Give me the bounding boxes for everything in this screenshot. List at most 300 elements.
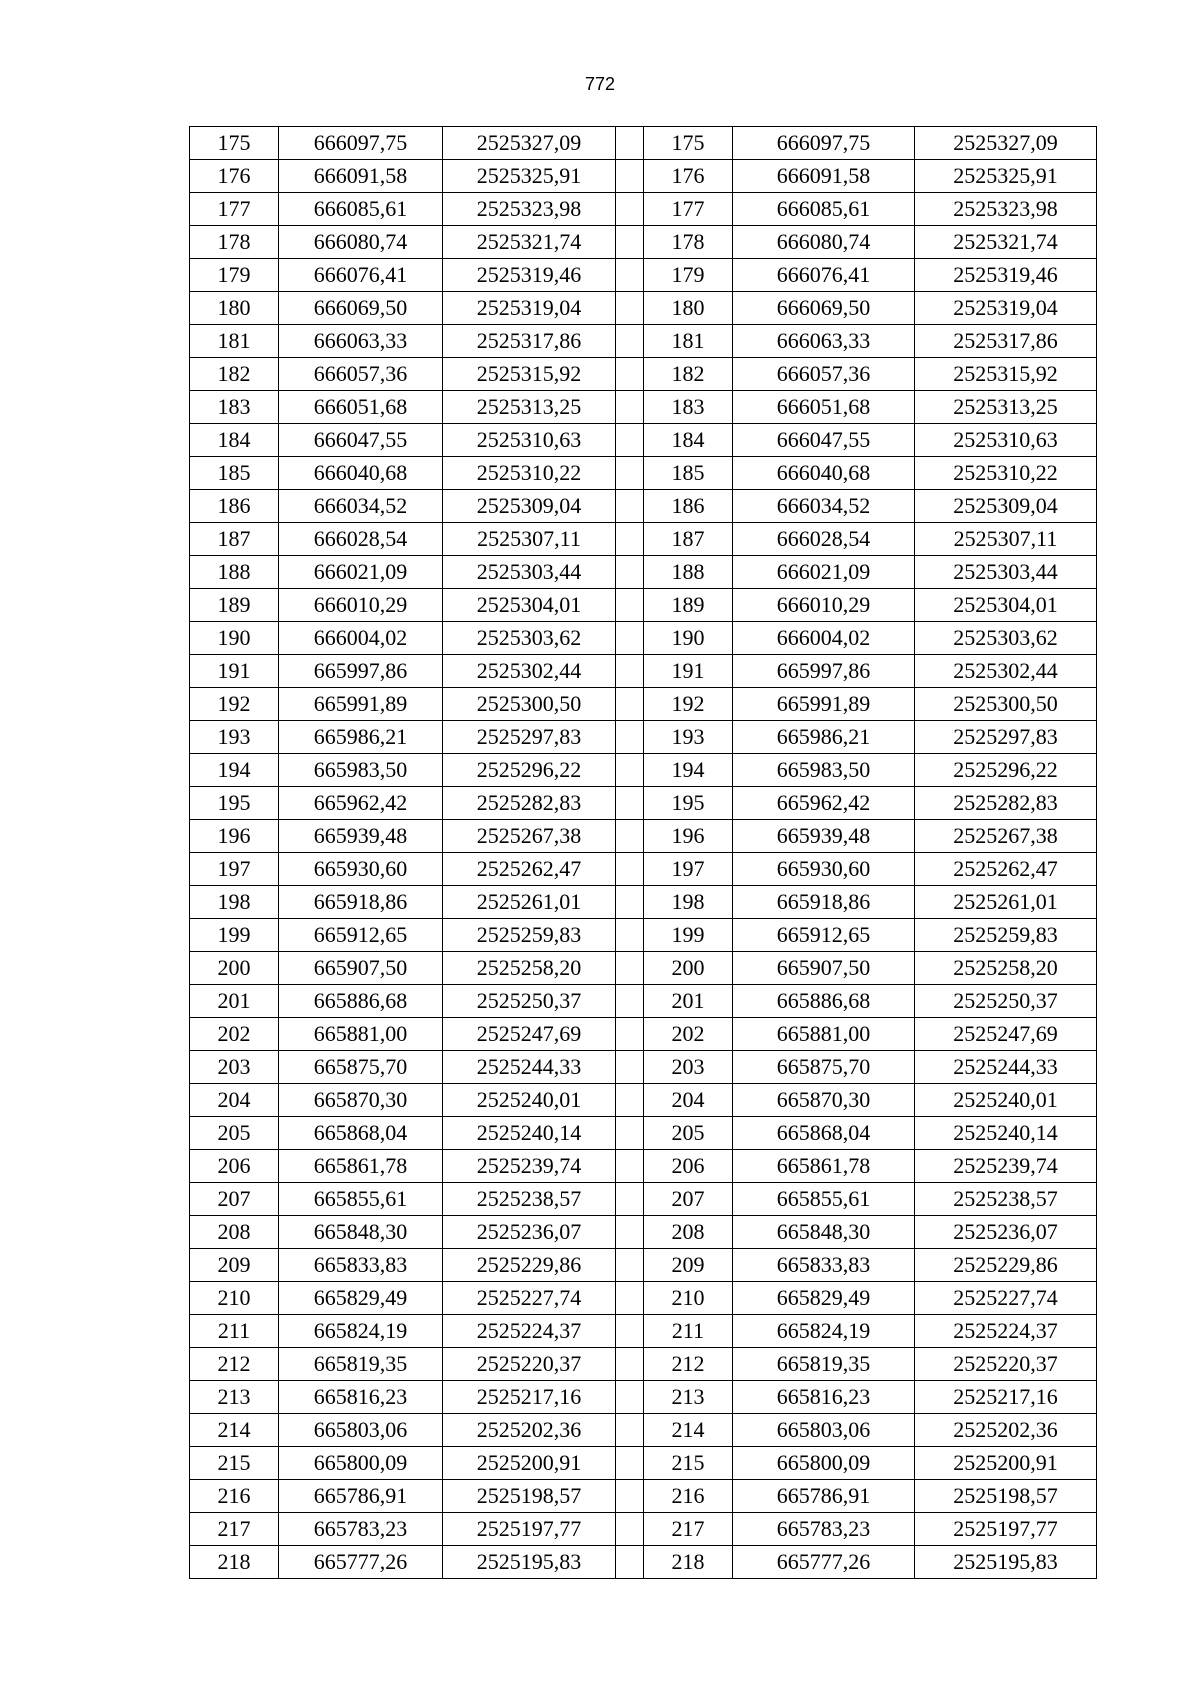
point-number-cell: 190 bbox=[190, 622, 279, 655]
point-number-cell: 211 bbox=[190, 1315, 279, 1348]
point-number-cell-duplicate: 188 bbox=[644, 556, 733, 589]
x-coordinate-cell: 665986,21 bbox=[279, 721, 443, 754]
x-coordinate-cell: 666047,55 bbox=[279, 424, 443, 457]
y-coordinate-cell-duplicate: 2525300,50 bbox=[915, 688, 1097, 721]
point-number-cell-duplicate: 203 bbox=[644, 1051, 733, 1084]
point-number-cell-duplicate: 206 bbox=[644, 1150, 733, 1183]
y-coordinate-cell-duplicate: 2525229,86 bbox=[915, 1249, 1097, 1282]
x-coordinate-cell: 666063,33 bbox=[279, 325, 443, 358]
point-number-cell: 205 bbox=[190, 1117, 279, 1150]
point-number-cell: 209 bbox=[190, 1249, 279, 1282]
y-coordinate-cell-duplicate: 2525307,11 bbox=[915, 523, 1097, 556]
point-number-cell-duplicate: 218 bbox=[644, 1546, 733, 1579]
empty-separator-cell bbox=[616, 754, 644, 787]
point-number-cell-duplicate: 211 bbox=[644, 1315, 733, 1348]
point-number-cell-duplicate: 213 bbox=[644, 1381, 733, 1414]
y-coordinate-cell: 2525261,01 bbox=[443, 886, 616, 919]
empty-separator-cell bbox=[616, 490, 644, 523]
point-number-cell-duplicate: 187 bbox=[644, 523, 733, 556]
y-coordinate-cell-duplicate: 2525240,01 bbox=[915, 1084, 1097, 1117]
empty-separator-cell bbox=[616, 1282, 644, 1315]
point-number-cell-duplicate: 186 bbox=[644, 490, 733, 523]
y-coordinate-cell-duplicate: 2525250,37 bbox=[915, 985, 1097, 1018]
y-coordinate-cell: 2525244,33 bbox=[443, 1051, 616, 1084]
point-number-cell: 215 bbox=[190, 1447, 279, 1480]
x-coordinate-cell-duplicate: 666040,68 bbox=[733, 457, 915, 490]
y-coordinate-cell-duplicate: 2525258,20 bbox=[915, 952, 1097, 985]
point-number-cell: 187 bbox=[190, 523, 279, 556]
point-number-cell-duplicate: 205 bbox=[644, 1117, 733, 1150]
table-row bbox=[190, 391, 1097, 424]
y-coordinate-cell: 2525267,38 bbox=[443, 820, 616, 853]
point-number-cell-duplicate: 189 bbox=[644, 589, 733, 622]
table-row bbox=[190, 226, 1097, 259]
x-coordinate-cell-duplicate: 665991,89 bbox=[733, 688, 915, 721]
y-coordinate-cell: 2525240,14 bbox=[443, 1117, 616, 1150]
x-coordinate-cell: 666091,58 bbox=[279, 160, 443, 193]
table-row bbox=[190, 820, 1097, 853]
y-coordinate-cell: 2525197,77 bbox=[443, 1513, 616, 1546]
y-coordinate-cell-duplicate: 2525262,47 bbox=[915, 853, 1097, 886]
point-number-cell: 178 bbox=[190, 226, 279, 259]
x-coordinate-cell: 666010,29 bbox=[279, 589, 443, 622]
x-coordinate-cell-duplicate: 665816,23 bbox=[733, 1381, 915, 1414]
point-number-cell: 217 bbox=[190, 1513, 279, 1546]
empty-separator-cell bbox=[616, 655, 644, 688]
empty-separator-cell bbox=[616, 919, 644, 952]
x-coordinate-cell: 665939,48 bbox=[279, 820, 443, 853]
table-row bbox=[190, 985, 1097, 1018]
point-number-cell: 197 bbox=[190, 853, 279, 886]
x-coordinate-cell-duplicate: 665824,19 bbox=[733, 1315, 915, 1348]
x-coordinate-cell-duplicate: 666051,68 bbox=[733, 391, 915, 424]
empty-separator-cell bbox=[616, 952, 644, 985]
point-number-cell-duplicate: 192 bbox=[644, 688, 733, 721]
x-coordinate-cell-duplicate: 665803,06 bbox=[733, 1414, 915, 1447]
x-coordinate-cell-duplicate: 666069,50 bbox=[733, 292, 915, 325]
empty-separator-cell bbox=[616, 589, 644, 622]
point-number-cell-duplicate: 182 bbox=[644, 358, 733, 391]
y-coordinate-cell: 2525200,91 bbox=[443, 1447, 616, 1480]
point-number-cell-duplicate: 207 bbox=[644, 1183, 733, 1216]
x-coordinate-cell-duplicate: 665855,61 bbox=[733, 1183, 915, 1216]
point-number-cell: 175 bbox=[190, 127, 279, 160]
point-number-cell-duplicate: 181 bbox=[644, 325, 733, 358]
y-coordinate-cell: 2525325,91 bbox=[443, 160, 616, 193]
y-coordinate-cell-duplicate: 2525310,22 bbox=[915, 457, 1097, 490]
y-coordinate-cell: 2525227,74 bbox=[443, 1282, 616, 1315]
point-number-cell: 216 bbox=[190, 1480, 279, 1513]
point-number-cell-duplicate: 197 bbox=[644, 853, 733, 886]
y-coordinate-cell-duplicate: 2525220,37 bbox=[915, 1348, 1097, 1381]
y-coordinate-cell-duplicate: 2525267,38 bbox=[915, 820, 1097, 853]
y-coordinate-cell: 2525317,86 bbox=[443, 325, 616, 358]
y-coordinate-cell: 2525310,22 bbox=[443, 457, 616, 490]
y-coordinate-cell: 2525319,46 bbox=[443, 259, 616, 292]
table-row bbox=[190, 193, 1097, 226]
point-number-cell: 212 bbox=[190, 1348, 279, 1381]
x-coordinate-cell: 666097,75 bbox=[279, 127, 443, 160]
y-coordinate-cell-duplicate: 2525309,04 bbox=[915, 490, 1097, 523]
y-coordinate-cell-duplicate: 2525313,25 bbox=[915, 391, 1097, 424]
x-coordinate-cell: 665786,91 bbox=[279, 1480, 443, 1513]
y-coordinate-cell-duplicate: 2525259,83 bbox=[915, 919, 1097, 952]
point-number-cell: 177 bbox=[190, 193, 279, 226]
x-coordinate-cell-duplicate: 665786,91 bbox=[733, 1480, 915, 1513]
table-row bbox=[190, 589, 1097, 622]
point-number-cell-duplicate: 215 bbox=[644, 1447, 733, 1480]
x-coordinate-cell: 666021,09 bbox=[279, 556, 443, 589]
x-coordinate-cell-duplicate: 665918,86 bbox=[733, 886, 915, 919]
x-coordinate-cell: 665777,26 bbox=[279, 1546, 443, 1579]
point-number-cell-duplicate: 185 bbox=[644, 457, 733, 490]
x-coordinate-cell: 665918,86 bbox=[279, 886, 443, 919]
empty-separator-cell bbox=[616, 1051, 644, 1084]
y-coordinate-cell: 2525302,44 bbox=[443, 655, 616, 688]
empty-separator-cell bbox=[616, 556, 644, 589]
y-coordinate-cell-duplicate: 2525325,91 bbox=[915, 160, 1097, 193]
y-coordinate-cell-duplicate: 2525310,63 bbox=[915, 424, 1097, 457]
y-coordinate-cell: 2525319,04 bbox=[443, 292, 616, 325]
table-row bbox=[190, 787, 1097, 820]
table-row bbox=[190, 1216, 1097, 1249]
empty-separator-cell bbox=[616, 1447, 644, 1480]
empty-separator-cell bbox=[616, 886, 644, 919]
x-coordinate-cell: 665855,61 bbox=[279, 1183, 443, 1216]
empty-separator-cell bbox=[616, 1216, 644, 1249]
table-row bbox=[190, 952, 1097, 985]
y-coordinate-cell-duplicate: 2525261,01 bbox=[915, 886, 1097, 919]
empty-separator-cell bbox=[616, 1183, 644, 1216]
empty-separator-cell bbox=[616, 1513, 644, 1546]
empty-separator-cell bbox=[616, 226, 644, 259]
empty-separator-cell bbox=[616, 1117, 644, 1150]
point-number-cell: 192 bbox=[190, 688, 279, 721]
table-row bbox=[190, 160, 1097, 193]
x-coordinate-cell: 665907,50 bbox=[279, 952, 443, 985]
x-coordinate-cell: 665962,42 bbox=[279, 787, 443, 820]
table-row bbox=[190, 655, 1097, 688]
point-number-cell: 181 bbox=[190, 325, 279, 358]
x-coordinate-cell: 665886,68 bbox=[279, 985, 443, 1018]
empty-separator-cell bbox=[616, 325, 644, 358]
x-coordinate-cell-duplicate: 666063,33 bbox=[733, 325, 915, 358]
y-coordinate-cell: 2525198,57 bbox=[443, 1480, 616, 1513]
point-number-cell: 198 bbox=[190, 886, 279, 919]
x-coordinate-cell-duplicate: 666091,58 bbox=[733, 160, 915, 193]
y-coordinate-cell-duplicate: 2525202,36 bbox=[915, 1414, 1097, 1447]
y-coordinate-cell: 2525224,37 bbox=[443, 1315, 616, 1348]
x-coordinate-cell-duplicate: 666034,52 bbox=[733, 490, 915, 523]
table-row bbox=[190, 1414, 1097, 1447]
table-row bbox=[190, 1117, 1097, 1150]
x-coordinate-cell-duplicate: 665930,60 bbox=[733, 853, 915, 886]
y-coordinate-cell-duplicate: 2525297,83 bbox=[915, 721, 1097, 754]
x-coordinate-cell: 666057,36 bbox=[279, 358, 443, 391]
x-coordinate-cell-duplicate: 665800,09 bbox=[733, 1447, 915, 1480]
x-coordinate-cell-duplicate: 665912,65 bbox=[733, 919, 915, 952]
x-coordinate-cell-duplicate: 666047,55 bbox=[733, 424, 915, 457]
x-coordinate-cell: 665829,49 bbox=[279, 1282, 443, 1315]
y-coordinate-cell: 2525315,92 bbox=[443, 358, 616, 391]
y-coordinate-cell: 2525297,83 bbox=[443, 721, 616, 754]
point-number-cell-duplicate: 190 bbox=[644, 622, 733, 655]
x-coordinate-cell: 665881,00 bbox=[279, 1018, 443, 1051]
table-row bbox=[190, 1315, 1097, 1348]
y-coordinate-cell-duplicate: 2525236,07 bbox=[915, 1216, 1097, 1249]
point-number-cell: 210 bbox=[190, 1282, 279, 1315]
table-row bbox=[190, 523, 1097, 556]
point-number-cell: 182 bbox=[190, 358, 279, 391]
point-number-cell: 179 bbox=[190, 259, 279, 292]
empty-separator-cell bbox=[616, 1018, 644, 1051]
x-coordinate-cell: 665833,83 bbox=[279, 1249, 443, 1282]
point-number-cell-duplicate: 179 bbox=[644, 259, 733, 292]
empty-separator-cell bbox=[616, 622, 644, 655]
x-coordinate-cell-duplicate: 665875,70 bbox=[733, 1051, 915, 1084]
y-coordinate-cell-duplicate: 2525238,57 bbox=[915, 1183, 1097, 1216]
x-coordinate-cell-duplicate: 665848,30 bbox=[733, 1216, 915, 1249]
page-number: 772 bbox=[584, 74, 616, 94]
empty-separator-cell bbox=[616, 1414, 644, 1447]
x-coordinate-cell-duplicate: 665861,78 bbox=[733, 1150, 915, 1183]
point-number-cell: 194 bbox=[190, 754, 279, 787]
y-coordinate-cell-duplicate: 2525247,69 bbox=[915, 1018, 1097, 1051]
point-number-cell-duplicate: 209 bbox=[644, 1249, 733, 1282]
y-coordinate-cell-duplicate: 2525323,98 bbox=[915, 193, 1097, 226]
empty-separator-cell bbox=[616, 1315, 644, 1348]
x-coordinate-cell-duplicate: 665829,49 bbox=[733, 1282, 915, 1315]
table-row bbox=[190, 127, 1097, 160]
point-number-cell: 186 bbox=[190, 490, 279, 523]
y-coordinate-cell-duplicate: 2525224,37 bbox=[915, 1315, 1097, 1348]
table-row bbox=[190, 325, 1097, 358]
y-coordinate-cell-duplicate: 2525239,74 bbox=[915, 1150, 1097, 1183]
empty-separator-cell bbox=[616, 1381, 644, 1414]
y-coordinate-cell-duplicate: 2525240,14 bbox=[915, 1117, 1097, 1150]
x-coordinate-cell: 666069,50 bbox=[279, 292, 443, 325]
point-number-cell: 189 bbox=[190, 589, 279, 622]
empty-separator-cell bbox=[616, 523, 644, 556]
table-row bbox=[190, 490, 1097, 523]
y-coordinate-cell-duplicate: 2525317,86 bbox=[915, 325, 1097, 358]
empty-separator-cell bbox=[616, 853, 644, 886]
x-coordinate-cell: 665819,35 bbox=[279, 1348, 443, 1381]
y-coordinate-cell: 2525310,63 bbox=[443, 424, 616, 457]
point-number-cell-duplicate: 191 bbox=[644, 655, 733, 688]
x-coordinate-cell-duplicate: 666021,09 bbox=[733, 556, 915, 589]
x-coordinate-cell: 665816,23 bbox=[279, 1381, 443, 1414]
x-coordinate-cell: 665800,09 bbox=[279, 1447, 443, 1480]
empty-separator-cell bbox=[616, 358, 644, 391]
y-coordinate-cell: 2525236,07 bbox=[443, 1216, 616, 1249]
y-coordinate-cell-duplicate: 2525198,57 bbox=[915, 1480, 1097, 1513]
point-number-cell: 204 bbox=[190, 1084, 279, 1117]
x-coordinate-cell: 665983,50 bbox=[279, 754, 443, 787]
y-coordinate-cell-duplicate: 2525327,09 bbox=[915, 127, 1097, 160]
table-row bbox=[190, 1018, 1097, 1051]
x-coordinate-cell-duplicate: 665868,04 bbox=[733, 1117, 915, 1150]
x-coordinate-cell-duplicate: 665997,86 bbox=[733, 655, 915, 688]
table-row bbox=[190, 919, 1097, 952]
y-coordinate-cell-duplicate: 2525282,83 bbox=[915, 787, 1097, 820]
point-number-cell: 176 bbox=[190, 160, 279, 193]
y-coordinate-cell-duplicate: 2525244,33 bbox=[915, 1051, 1097, 1084]
coordinates-table bbox=[189, 126, 1097, 1579]
point-number-cell: 213 bbox=[190, 1381, 279, 1414]
x-coordinate-cell-duplicate: 665986,21 bbox=[733, 721, 915, 754]
x-coordinate-cell: 665824,19 bbox=[279, 1315, 443, 1348]
x-coordinate-cell: 666080,74 bbox=[279, 226, 443, 259]
point-number-cell-duplicate: 183 bbox=[644, 391, 733, 424]
point-number-cell-duplicate: 217 bbox=[644, 1513, 733, 1546]
y-coordinate-cell-duplicate: 2525302,44 bbox=[915, 655, 1097, 688]
table-row bbox=[190, 259, 1097, 292]
empty-separator-cell bbox=[616, 457, 644, 490]
point-number-cell: 193 bbox=[190, 721, 279, 754]
empty-separator-cell bbox=[616, 259, 644, 292]
x-coordinate-cell-duplicate: 665783,23 bbox=[733, 1513, 915, 1546]
y-coordinate-cell-duplicate: 2525303,62 bbox=[915, 622, 1097, 655]
empty-separator-cell bbox=[616, 292, 644, 325]
empty-separator-cell bbox=[616, 127, 644, 160]
point-number-cell-duplicate: 200 bbox=[644, 952, 733, 985]
table-row bbox=[190, 1084, 1097, 1117]
table-row bbox=[190, 424, 1097, 457]
x-coordinate-cell-duplicate: 666028,54 bbox=[733, 523, 915, 556]
y-coordinate-cell: 2525323,98 bbox=[443, 193, 616, 226]
x-coordinate-cell-duplicate: 666010,29 bbox=[733, 589, 915, 622]
point-number-cell: 203 bbox=[190, 1051, 279, 1084]
y-coordinate-cell-duplicate: 2525319,46 bbox=[915, 259, 1097, 292]
x-coordinate-cell-duplicate: 666076,41 bbox=[733, 259, 915, 292]
x-coordinate-cell: 666051,68 bbox=[279, 391, 443, 424]
point-number-cell-duplicate: 184 bbox=[644, 424, 733, 457]
y-coordinate-cell-duplicate: 2525195,83 bbox=[915, 1546, 1097, 1579]
x-coordinate-cell-duplicate: 665870,30 bbox=[733, 1084, 915, 1117]
point-number-cell-duplicate: 202 bbox=[644, 1018, 733, 1051]
table-row bbox=[190, 886, 1097, 919]
y-coordinate-cell-duplicate: 2525315,92 bbox=[915, 358, 1097, 391]
point-number-cell-duplicate: 198 bbox=[644, 886, 733, 919]
empty-separator-cell bbox=[616, 787, 644, 820]
y-coordinate-cell-duplicate: 2525304,01 bbox=[915, 589, 1097, 622]
x-coordinate-cell-duplicate: 665907,50 bbox=[733, 952, 915, 985]
x-coordinate-cell-duplicate: 666057,36 bbox=[733, 358, 915, 391]
y-coordinate-cell-duplicate: 2525319,04 bbox=[915, 292, 1097, 325]
point-number-cell-duplicate: 214 bbox=[644, 1414, 733, 1447]
empty-separator-cell bbox=[616, 391, 644, 424]
y-coordinate-cell: 2525304,01 bbox=[443, 589, 616, 622]
table-row bbox=[190, 853, 1097, 886]
table-row bbox=[190, 622, 1097, 655]
y-coordinate-cell: 2525202,36 bbox=[443, 1414, 616, 1447]
coordinates-table-body bbox=[190, 127, 1097, 1579]
point-number-cell-duplicate: 204 bbox=[644, 1084, 733, 1117]
y-coordinate-cell: 2525303,44 bbox=[443, 556, 616, 589]
point-number-cell: 184 bbox=[190, 424, 279, 457]
x-coordinate-cell: 665783,23 bbox=[279, 1513, 443, 1546]
point-number-cell-duplicate: 212 bbox=[644, 1348, 733, 1381]
point-number-cell: 202 bbox=[190, 1018, 279, 1051]
y-coordinate-cell: 2525239,74 bbox=[443, 1150, 616, 1183]
y-coordinate-cell: 2525262,47 bbox=[443, 853, 616, 886]
point-number-cell: 218 bbox=[190, 1546, 279, 1579]
point-number-cell: 214 bbox=[190, 1414, 279, 1447]
x-coordinate-cell-duplicate: 665939,48 bbox=[733, 820, 915, 853]
x-coordinate-cell: 666076,41 bbox=[279, 259, 443, 292]
y-coordinate-cell: 2525321,74 bbox=[443, 226, 616, 259]
point-number-cell: 196 bbox=[190, 820, 279, 853]
point-number-cell-duplicate: 216 bbox=[644, 1480, 733, 1513]
y-coordinate-cell: 2525307,11 bbox=[443, 523, 616, 556]
table-row bbox=[190, 1447, 1097, 1480]
empty-separator-cell bbox=[616, 1348, 644, 1381]
x-coordinate-cell: 665868,04 bbox=[279, 1117, 443, 1150]
point-number-cell-duplicate: 175 bbox=[644, 127, 733, 160]
x-coordinate-cell: 666028,54 bbox=[279, 523, 443, 556]
x-coordinate-cell: 666004,02 bbox=[279, 622, 443, 655]
y-coordinate-cell: 2525282,83 bbox=[443, 787, 616, 820]
x-coordinate-cell-duplicate: 665962,42 bbox=[733, 787, 915, 820]
point-number-cell: 191 bbox=[190, 655, 279, 688]
y-coordinate-cell: 2525309,04 bbox=[443, 490, 616, 523]
point-number-cell-duplicate: 193 bbox=[644, 721, 733, 754]
table-row bbox=[190, 721, 1097, 754]
y-coordinate-cell: 2525313,25 bbox=[443, 391, 616, 424]
x-coordinate-cell: 665912,65 bbox=[279, 919, 443, 952]
empty-separator-cell bbox=[616, 721, 644, 754]
table-row bbox=[190, 292, 1097, 325]
table-row bbox=[190, 688, 1097, 721]
y-coordinate-cell-duplicate: 2525321,74 bbox=[915, 226, 1097, 259]
y-coordinate-cell-duplicate: 2525296,22 bbox=[915, 754, 1097, 787]
empty-separator-cell bbox=[616, 1084, 644, 1117]
x-coordinate-cell: 665803,06 bbox=[279, 1414, 443, 1447]
y-coordinate-cell: 2525229,86 bbox=[443, 1249, 616, 1282]
y-coordinate-cell: 2525238,57 bbox=[443, 1183, 616, 1216]
table-row bbox=[190, 1183, 1097, 1216]
empty-separator-cell bbox=[616, 160, 644, 193]
point-number-cell-duplicate: 195 bbox=[644, 787, 733, 820]
point-number-cell-duplicate: 177 bbox=[644, 193, 733, 226]
y-coordinate-cell-duplicate: 2525303,44 bbox=[915, 556, 1097, 589]
x-coordinate-cell: 665848,30 bbox=[279, 1216, 443, 1249]
x-coordinate-cell-duplicate: 665983,50 bbox=[733, 754, 915, 787]
point-number-cell: 180 bbox=[190, 292, 279, 325]
point-number-cell-duplicate: 210 bbox=[644, 1282, 733, 1315]
table-row bbox=[190, 1513, 1097, 1546]
y-coordinate-cell-duplicate: 2525227,74 bbox=[915, 1282, 1097, 1315]
table-row bbox=[190, 1348, 1097, 1381]
empty-separator-cell bbox=[616, 1480, 644, 1513]
y-coordinate-cell: 2525327,09 bbox=[443, 127, 616, 160]
x-coordinate-cell: 666085,61 bbox=[279, 193, 443, 226]
point-number-cell: 200 bbox=[190, 952, 279, 985]
x-coordinate-cell-duplicate: 666004,02 bbox=[733, 622, 915, 655]
x-coordinate-cell-duplicate: 665819,35 bbox=[733, 1348, 915, 1381]
empty-separator-cell bbox=[616, 1150, 644, 1183]
empty-separator-cell bbox=[616, 820, 644, 853]
table-row bbox=[190, 1051, 1097, 1084]
x-coordinate-cell: 665861,78 bbox=[279, 1150, 443, 1183]
x-coordinate-cell-duplicate: 665881,00 bbox=[733, 1018, 915, 1051]
point-number-cell-duplicate: 208 bbox=[644, 1216, 733, 1249]
point-number-cell-duplicate: 199 bbox=[644, 919, 733, 952]
x-coordinate-cell-duplicate: 665833,83 bbox=[733, 1249, 915, 1282]
y-coordinate-cell-duplicate: 2525217,16 bbox=[915, 1381, 1097, 1414]
point-number-cell-duplicate: 201 bbox=[644, 985, 733, 1018]
